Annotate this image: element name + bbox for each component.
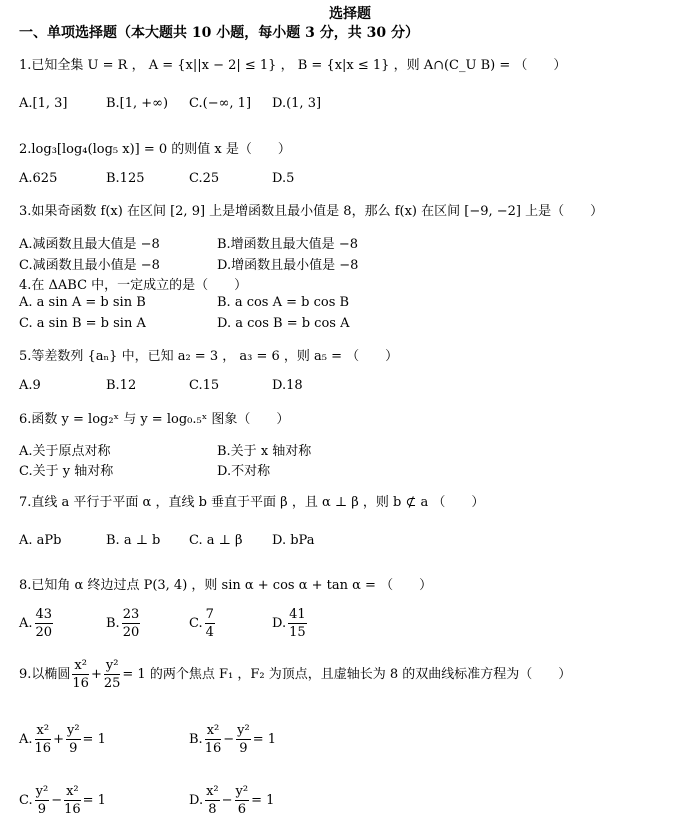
question-7-option-d[interactable]: D. bPa [272,533,315,548]
question-3-option-d[interactable]: D.增函数且最小值是 −8 [217,258,359,273]
numerator: y² [237,723,250,738]
question-4-option-a[interactable]: A. a sin A = b sin B [19,295,146,310]
question-6-option-b[interactable]: B.关于 x 轴对称 [217,444,312,459]
fraction [205,722,222,757]
fraction [236,722,251,757]
option-label: B. [106,616,120,631]
question-7-option-c[interactable]: C. a ⊥ β [189,533,243,548]
fraction [64,783,81,818]
option-label: B. [189,732,203,747]
fraction [35,722,52,757]
question-4-option-b[interactable]: B. a cos A = b cos B [217,295,350,310]
option-label: A. [19,732,33,747]
question-2-option-b[interactable]: B.125 [106,171,145,186]
denominator: 20 [35,625,53,640]
question-6-option-a[interactable]: A.关于原点对称 [19,444,111,459]
question-9-option-d[interactable] [189,783,274,818]
denominator: 16 [64,802,81,817]
operator: − [223,732,235,747]
operator: − [51,793,63,808]
numerator: x² [74,658,87,673]
question-5-stem: 5.等差数列 {aₙ} 中，已知 a₂ = 3 ， a₃ = 6 ，则 a₅ = （ ） [19,349,399,364]
question-4-option-d[interactable]: D. a cos B = b cos A [217,316,350,331]
question-8-option-b[interactable] [106,606,142,641]
question-1-stem: 1.已知全集 U = R ， A = {x||x − 2| ≤ 1} ， B = {x|x ≤ 1} ，则 A∩(C_U B) = （ ） [19,58,567,73]
denominator: 4 [205,625,214,640]
numerator: 43 [35,607,53,622]
page-title: 选择题 [329,6,371,22]
numerator: x² [66,784,79,799]
question-8-option-d[interactable] [272,606,309,641]
question-2-stem: 2.log₃[log₄(log₅ x)] = 0 的则值 x 是（ ） [19,142,291,157]
operator: + [53,732,64,747]
denominator: 25 [103,676,121,691]
denominator: 9 [37,802,47,817]
question-1-option-d[interactable]: D.(1, 3] [272,96,322,111]
denominator: 9 [69,741,78,756]
fraction [288,606,307,641]
question-5-option-d[interactable]: D.18 [272,378,303,393]
denominator: 16 [204,741,222,756]
fraction [35,783,50,818]
fraction [35,606,54,641]
question-1-option-b[interactable]: B.[1, +∞) [106,96,169,111]
question-6-option-d[interactable]: D.不对称 [217,464,271,479]
question-1-option-a[interactable]: A.[1, 3] [19,96,68,111]
numerator: y² [35,784,49,799]
numerator: 7 [205,607,214,622]
numerator: x² [36,723,50,738]
denominator: 8 [208,802,217,817]
question-8-option-c[interactable] [189,606,217,641]
numerator: x² [206,723,220,738]
fraction [205,606,215,641]
question-5-option-a[interactable]: A.9 [19,378,41,393]
question-2-option-c[interactable]: C.25 [189,171,220,186]
right-hand-side: = 1 [82,793,106,808]
stem-suffix: = 1 的两个焦点 F₁ ，F₂ 为顶点，且虚轴长为 8 的双曲线标准方程为（ ） [122,667,572,682]
question-8-stem: 8.已知角 α 终边过点 P(3, 4) ，则 sin α + cos α + tan α = （ ） [19,578,433,593]
fraction [235,783,250,818]
fraction [72,657,89,692]
stem-prefix: 9.以椭圆 [19,667,71,682]
denominator: 16 [34,741,52,756]
denominator: 20 [122,625,140,640]
question-5-option-b[interactable]: B.12 [106,378,137,393]
right-hand-side: = 1 [251,793,275,808]
fraction [104,657,121,692]
numerator: y² [66,723,80,738]
question-7-option-a[interactable]: A. aPb [19,533,62,548]
numerator: x² [206,784,219,799]
question-3-option-a[interactable]: A.减函数且最大值是 −8 [19,237,160,252]
question-7-option-b[interactable]: B. a ⊥ b [106,533,161,548]
question-1-option-c[interactable]: C.(−∞, 1] [189,96,252,111]
denominator: 9 [239,741,248,756]
question-3-stem: 3.如果奇函数 f(x) 在区间 [2, 9] 上是增函数且最小值是 8，那么 f(x) 在区间 [−9, −2] 上是（ ） [19,204,604,219]
option-label: A. [19,616,33,631]
option-label: D. [189,793,204,808]
question-9-option-c[interactable] [19,783,106,818]
right-hand-side: = 1 [82,732,106,747]
option-label: D. [272,616,287,631]
numerator: 23 [122,607,140,622]
option-label: C. [19,793,33,808]
question-2-option-a[interactable]: A.625 [19,171,58,186]
question-3-option-c[interactable]: C.减函数且最小值是 −8 [19,258,160,273]
question-4-option-c[interactable]: C. a sin B = b sin A [19,316,146,331]
fraction [66,722,81,757]
right-hand-side: = 1 [252,732,276,747]
question-3-option-b[interactable]: B.增函数且最大值是 −8 [217,237,358,252]
question-9-option-b[interactable] [189,722,276,757]
numerator: y² [235,784,249,799]
fraction [122,606,141,641]
question-4-stem: 4.在 ΔABC 中，一定成立的是（ ） [19,278,248,293]
question-6-option-c[interactable]: C.关于 y 轴对称 [19,464,114,479]
operator: − [221,793,233,808]
fraction [205,783,220,818]
plus-sign: + [90,667,102,682]
denominator: 15 [289,625,306,640]
option-label: C. [189,616,203,631]
question-7-stem: 7.直线 a 平行于平面 α ，直线 b 垂直于平面 β ，且 α ⊥ β ，则 b ⊄ a （ ） [19,495,485,510]
question-9-option-a[interactable] [19,722,106,757]
section-heading: 一、单项选择题（本大题共 10 小题，每小题 3 分，共 30 分） [19,25,419,41]
question-2-option-d[interactable]: D.5 [272,171,295,186]
question-8-option-a[interactable] [19,606,55,641]
question-6-stem: 6.函数 y = log₂ˣ 与 y = log₀.₅ˣ 图象（ ） [19,412,290,427]
numerator: 41 [289,607,306,622]
denominator: 6 [237,802,246,817]
denominator: 16 [72,676,89,691]
numerator: y² [105,658,119,673]
question-9-stem [19,657,571,692]
question-5-option-c[interactable]: C.15 [189,378,220,393]
